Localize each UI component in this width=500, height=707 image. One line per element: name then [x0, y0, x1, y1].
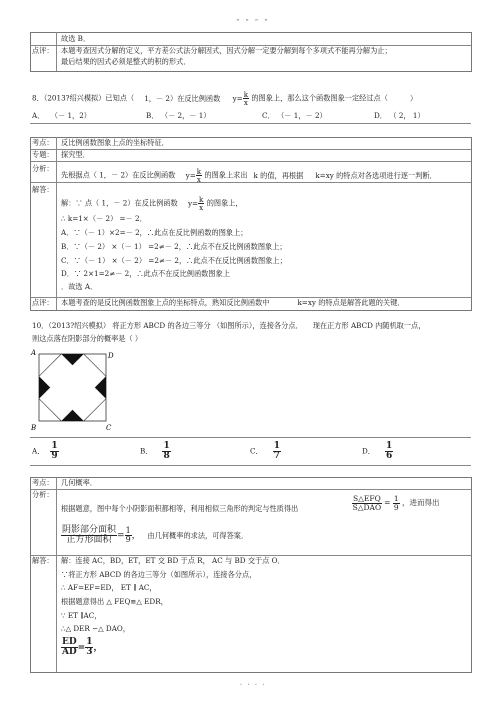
dianping-part-a: 本题考查的是反比例函数图象上点的坐标特点，熟知反比例函数中	[61, 298, 270, 307]
row-divider	[30, 149, 471, 150]
stem-part-b: 现在正方形 ABCD 内随机取一点，	[312, 321, 426, 330]
area-ratio-num: 阴影部分面积	[62, 525, 117, 535]
jieda-label: 解答：	[32, 556, 54, 565]
option-key: D．	[374, 111, 387, 120]
ratio-val-den: 3	[86, 647, 93, 657]
division-line	[39, 399, 61, 421]
option-num: 1	[51, 441, 58, 451]
label-D: D	[108, 352, 114, 360]
q8-jieda-line-1	[61, 196, 243, 211]
row-divider	[30, 489, 471, 490]
fenxi-label: 分析：	[32, 164, 54, 173]
option-key: B．	[146, 111, 159, 120]
ratio-eq: =	[384, 498, 391, 507]
option-num: 1	[385, 441, 393, 451]
func-inline	[185, 167, 202, 185]
option-key: C．	[262, 111, 275, 120]
q10-jieda-line-1: 解：连接 AC，BD，ET，ET 交 BD 于点 R， AC 与 BD 交于点 O．	[61, 556, 285, 565]
q8-option-c	[262, 112, 327, 121]
q8-jieda-line-3: A．∵（－ 1）×2=－ 2，∴此点在反比例函数的图象上；	[61, 228, 248, 237]
area-tail: ，	[131, 531, 141, 541]
fenxi-part-d: 由几何概率的求法，可得答案．	[147, 531, 249, 540]
func-y: y=	[187, 198, 199, 208]
fenxi-part-c: k 的值，再根据	[253, 170, 304, 180]
prev-answer-line: 故选 B．	[61, 34, 91, 43]
col-divider	[56, 137, 57, 310]
q8-jieda-line-4: B．∵（－ 2） ×（－ 1） =2≠－ 2，∴此点不在反比例函数图象上；	[61, 242, 287, 251]
fenxi-label: 分析：	[32, 490, 54, 499]
q10-jieda-line-3: ∴ AF=EF=ED， ET ∥ AC，	[61, 583, 157, 592]
page-footer-marks: ‘ ‘ ‘ ‘	[240, 684, 267, 690]
q8-option-d	[374, 112, 425, 121]
prev-comment-line-1: 本题考查因式分解的定义，平方差公式法分解因式，因式分解一定要分解到每个多项式不能再分解为止；	[61, 46, 392, 55]
page-header-marks: “ “ “ “	[236, 18, 270, 26]
ratio-val-num: 1	[86, 637, 93, 647]
col-divider	[56, 477, 57, 672]
q10-jieda-line-2: ∵将正方形 ABCD 的各边三等分（如图所示），连接各分点，	[61, 570, 257, 579]
q10-option-d	[362, 442, 393, 461]
row-divider	[30, 161, 471, 162]
ratio-eq: =	[77, 643, 86, 653]
ratio-val-num: 1	[393, 494, 399, 503]
option-num: 1	[273, 441, 280, 451]
label-B: B	[31, 424, 37, 432]
q10-options-rule-top	[30, 437, 471, 438]
area-ratio-den: 正方形面积	[66, 535, 112, 545]
q10-stem-line-2: 则这点落在阴影部分的概率是（ ）	[32, 334, 143, 343]
label-C: C	[106, 424, 112, 432]
jieda-part-b: 的图象上，	[206, 198, 243, 208]
fenxi-part-a: 根据题意，图中每个小阴影面积都相等，利用相似三角形的判定与性质得出	[61, 504, 299, 513]
q8-jieda-line-5: C．∵（－ 1） ×（－ 2） =2≠－ 2，∴此点不在反比例函数图象上；	[61, 256, 287, 265]
kaodian-label: 考点：	[32, 138, 54, 147]
prev-comment-line-2: 最后结果的因式必须是整式的积的形式．	[61, 57, 191, 66]
ratio-num: S△EFQ	[353, 494, 381, 503]
option-text: （ 2， 1）	[392, 111, 425, 120]
q8-function	[232, 90, 249, 108]
q8-stem-part-a: 8．（2013?绍兴模拟）已知点（	[32, 93, 135, 103]
q8-jieda-line-2: ∴ k=1×（－ 2） =－ 2．	[61, 214, 147, 223]
area-val-num: 1	[125, 526, 131, 535]
q10-fenxi-ratio	[352, 495, 439, 511]
func-den: x	[196, 175, 201, 185]
division-line	[84, 354, 106, 376]
option-key: B．	[140, 446, 153, 456]
q10-option-b	[140, 442, 171, 461]
q10-stem-line-1	[32, 322, 425, 331]
option-key: C．	[250, 446, 263, 456]
q8-options-rule	[30, 123, 471, 124]
func-den: x	[199, 203, 204, 213]
option-den: 8	[163, 451, 170, 461]
q10-kaodian: 几何概率．	[61, 478, 97, 487]
division-line	[84, 399, 106, 421]
option-num: 1	[163, 441, 170, 451]
ratio-den: S△DAO	[352, 502, 382, 512]
q8-dianping	[61, 299, 404, 308]
q10-option-a	[32, 442, 59, 461]
option-key: D．	[362, 446, 375, 456]
func-y: y=	[185, 170, 196, 180]
q8-jieda-line-6: D．∵ 2×1=2≠－ 2，∴此点不在反比例函数图象上	[61, 269, 230, 278]
option-text: （－ 1，－ 2）	[280, 111, 327, 120]
q8-zhuanti: 探究型．	[61, 150, 90, 159]
shaded-triangle-left	[39, 376, 50, 398]
jieda-part-a: 解：∵ 点（ 1，－ 2）在反比例函数	[61, 198, 178, 208]
division-line	[39, 354, 61, 376]
q8-stem-part-c: 的图象上，那么这个函数图象一定经过点（	[251, 93, 388, 103]
fenxi-part-d: k=xy 的特点对各选项进行逐一判断．	[315, 170, 437, 180]
q10-fenxi-line-2	[61, 526, 248, 545]
option-den: 6	[385, 451, 393, 461]
func-inline	[187, 195, 204, 213]
ratio-num: ED	[62, 637, 77, 647]
dianping-label: 点评：	[32, 46, 54, 55]
ratio-tail: ，	[93, 643, 103, 653]
fenxi-part-b: 的图象上求出	[204, 170, 248, 180]
shaded-triangle-right	[95, 376, 106, 398]
label-A: A	[31, 349, 37, 357]
zhuanti-label: 专题：	[32, 150, 54, 159]
q8-fenxi	[61, 168, 437, 183]
q10-square-figure	[30, 346, 116, 432]
func-y: y=	[232, 93, 243, 103]
func-den: x	[243, 98, 248, 108]
func-num: k	[199, 195, 204, 204]
shaded-triangle-bottom	[61, 410, 83, 421]
dianping-part-b: k=xy 的特点是解答此题的关键．	[297, 298, 405, 307]
dianping-label: 点评：	[32, 298, 54, 307]
kaodian-label: 考点：	[32, 478, 54, 487]
func-num: k	[243, 90, 249, 99]
q10-jieda-line-6: ∴△ DER ∽△ DAO，	[61, 624, 130, 633]
option-key: A．	[32, 111, 45, 120]
q8-stem	[32, 91, 417, 106]
q8-kaodian: 反比例函数图象上点的坐标特征．	[61, 138, 169, 147]
q8-jieda-line-7: ．故选 A．	[61, 282, 98, 291]
option-key: A．	[32, 446, 45, 456]
q10-fenxi-line-1	[61, 505, 298, 514]
option-text: （－ 1，2）	[54, 111, 91, 120]
q10-jieda-line-7	[61, 638, 103, 657]
q8-stem-part-b: 1，－ 2）在反比例函数	[144, 93, 221, 103]
area-val-den: 9	[125, 535, 131, 544]
jieda-label: 解答：	[32, 185, 54, 194]
q10-jieda-line-5: ∵ ET ∥AC，	[61, 611, 102, 620]
area-ratio-eq: =	[117, 531, 125, 541]
q10-options-rule-bottom	[30, 465, 471, 466]
option-den: 7	[273, 451, 280, 461]
col-divider	[56, 32, 57, 71]
q10-jieda-line-4: 根据题意得出 △ FEQ≌△ EDR，	[61, 597, 168, 606]
fenxi-part-a: 先根据点（ 1，－ 2）在反比例函数	[61, 170, 176, 180]
ratio-val-den: 9	[393, 502, 399, 512]
q8-option-b	[146, 112, 211, 121]
stem-part-a: 10．（2013?绍兴模拟） 将正方形 ABCD 的各边三等分 （如图所示），连接各分点．	[32, 321, 303, 330]
q10-option-c	[250, 442, 281, 461]
option-text: （－ 2，－ 1）	[164, 111, 211, 120]
shaded-triangle-top	[61, 354, 83, 365]
option-den: 9	[51, 451, 58, 461]
ratio-den: AD	[61, 647, 77, 657]
q8-stem-part-d: ）	[409, 93, 418, 103]
q8-option-a	[32, 112, 91, 121]
fenxi-part-b: ，进而得出	[401, 498, 440, 507]
func-num: k	[196, 167, 202, 176]
